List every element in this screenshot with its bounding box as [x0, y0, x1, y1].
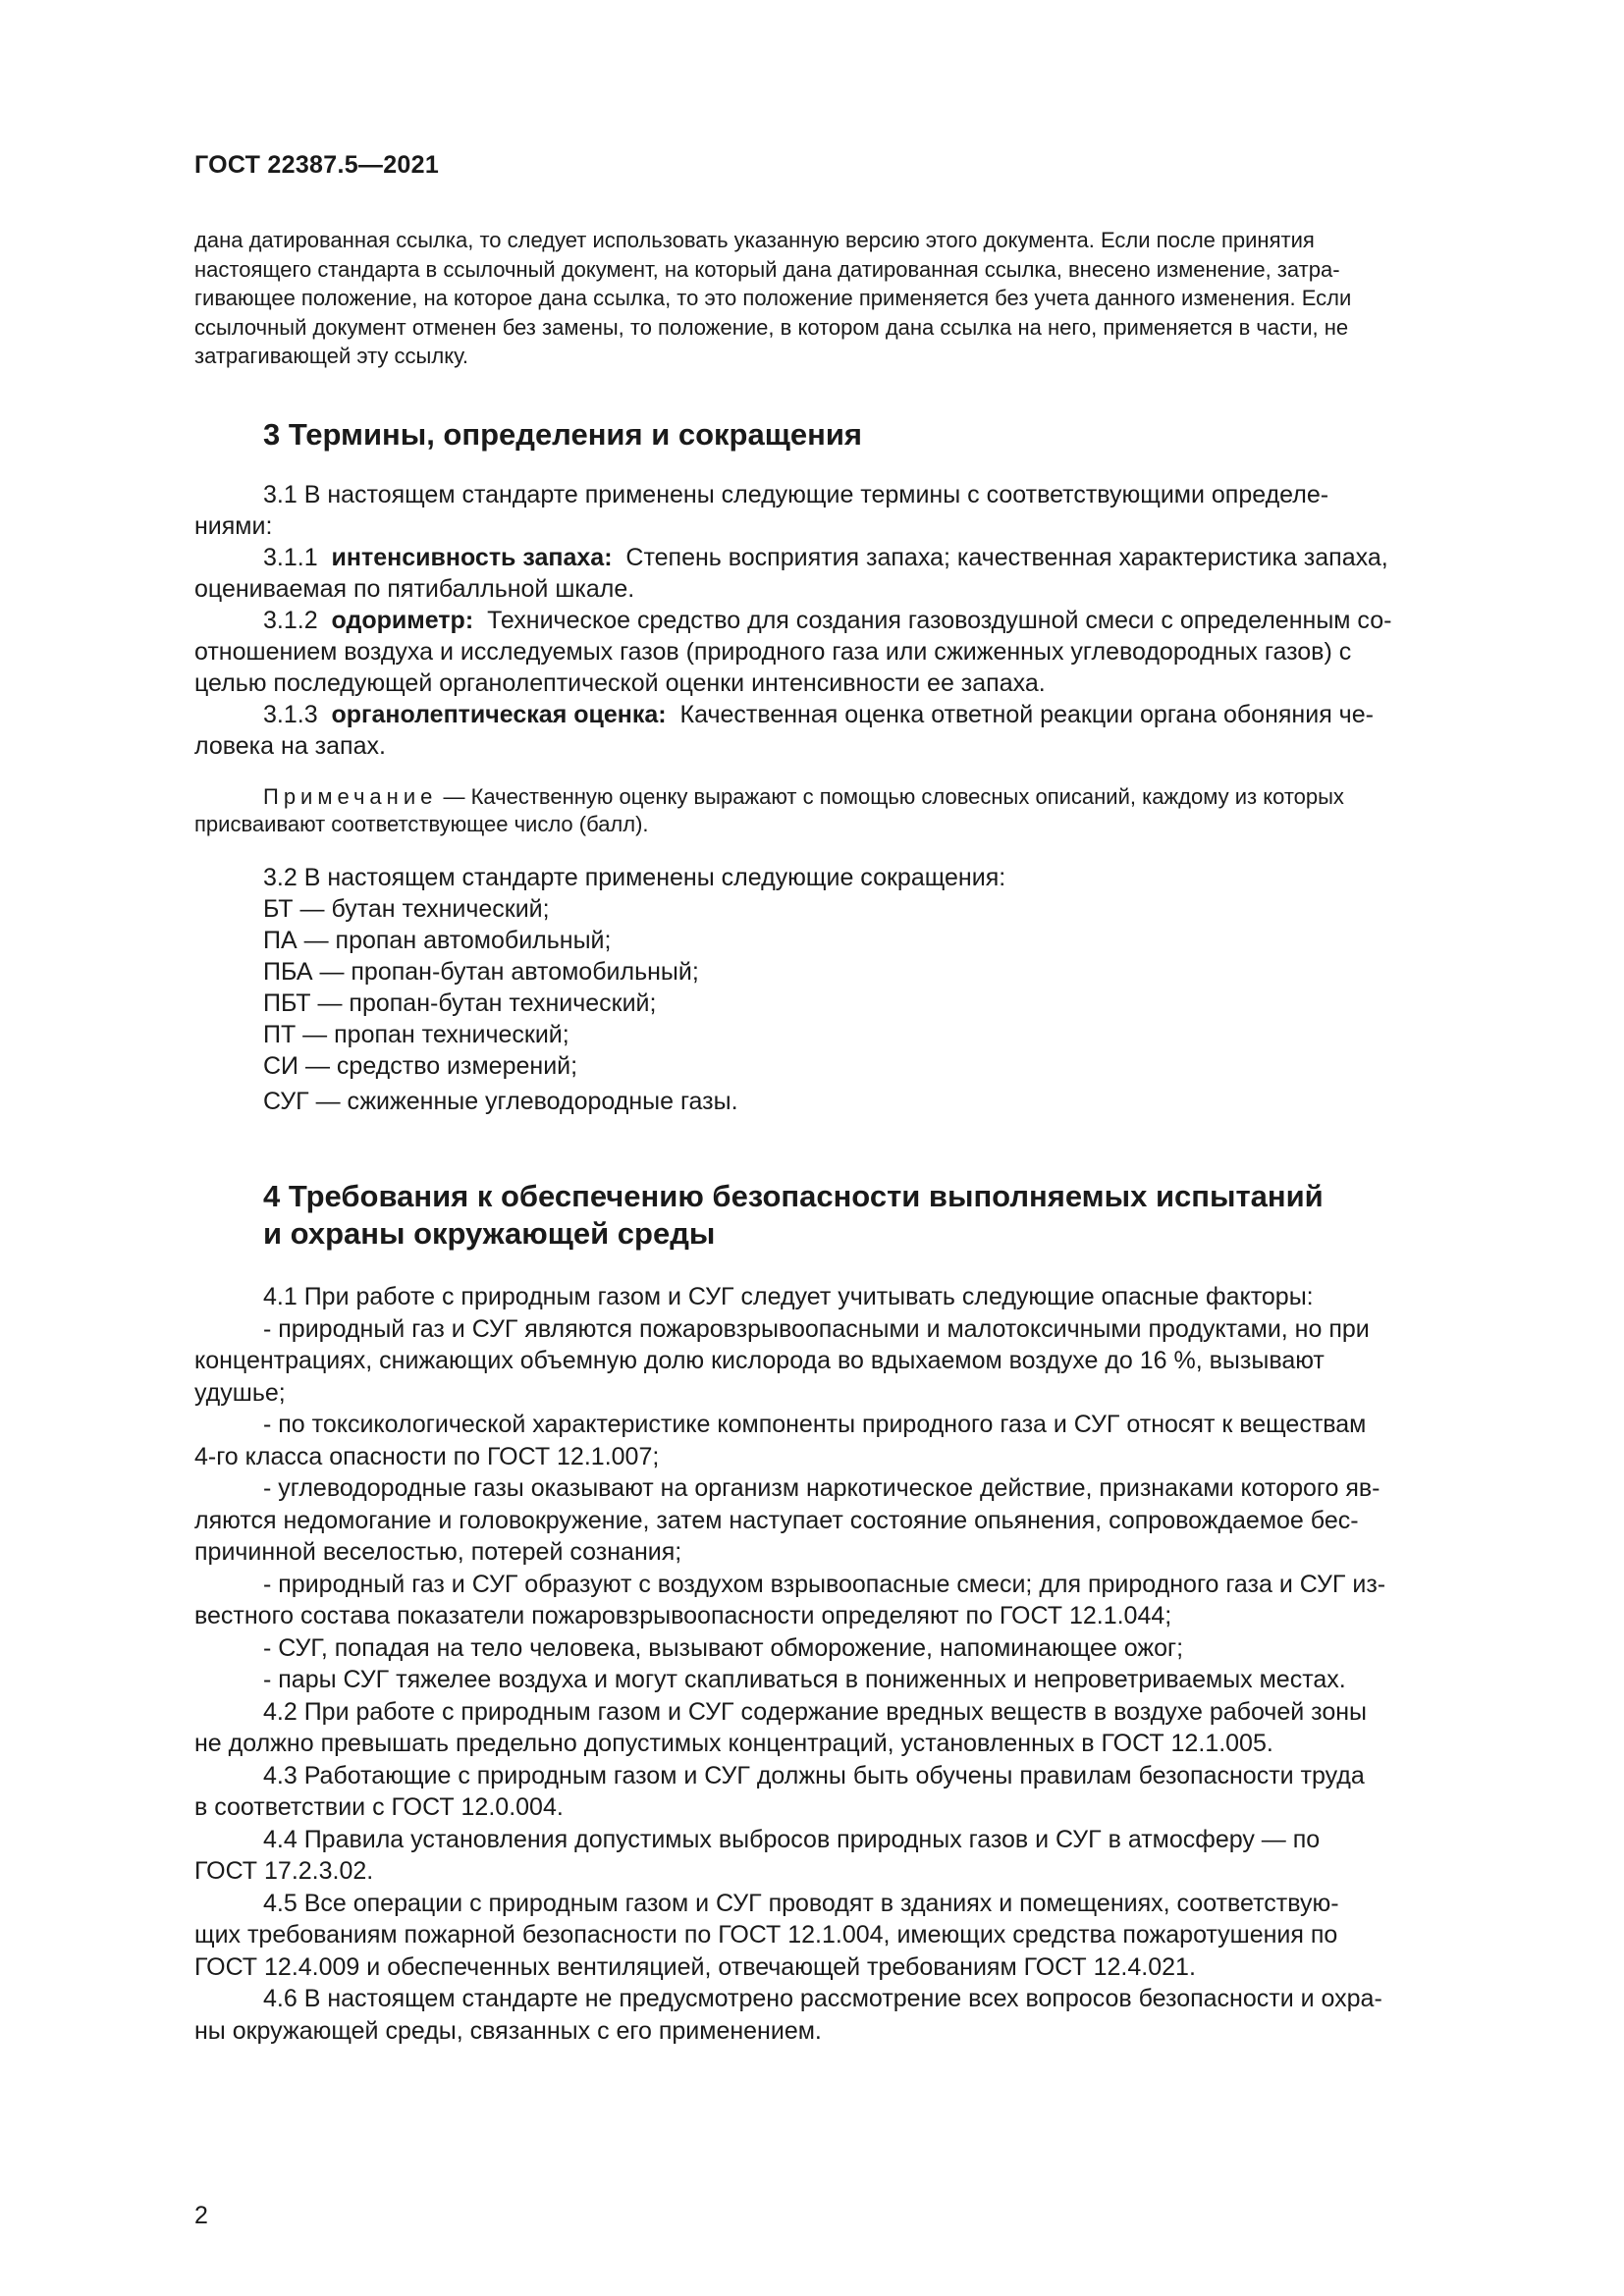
- abbreviation-item: ПА — пропан автомобильный;: [263, 927, 612, 954]
- section-4-body: [194, 1281, 1526, 2047]
- paragraph-4-5: 4.5 Все операции с природным газом и СУГ проводят в зданиях и помещениях, соответствую- щих требованиям пожарной безопасности по ГОСТ 12.1.004, имеющих средства пожаротушения по ГОСТ 12.4.009 и обеспеченных вентиляцией, отвечающей требованиям ГОСТ 12.4.021.: [194, 1889, 1339, 1981]
- text-line: настоящего стандарта в ссылочный документ, на который дана датированная ссылка, внесено изменение, затра-: [194, 256, 1340, 282]
- abbreviation-item: ПТ — пропан технический;: [263, 1021, 569, 1048]
- abbreviation-item: СИ — средство измерений;: [263, 1052, 578, 1080]
- text-line: дана датированная ссылка, то следует использовать указанную версию этого документа. Если после принятия: [194, 228, 1315, 252]
- term-label: органолептическая оценка:: [331, 701, 667, 728]
- paragraph-4-4: 4.4 Правила установления допустимых выбросов природных газов и СУГ в атмосферу — по ГОСТ 17.2.3.02.: [194, 1825, 1321, 1885]
- abbreviation-item: ПБА — пропан-бутан автомобильный;: [263, 958, 699, 986]
- abbreviation-item: ПБТ — пропан-бутан технический;: [263, 989, 657, 1017]
- text-line: затрагивающей эту ссылку.: [194, 344, 468, 368]
- abbreviation-item: БТ — бутан технический;: [263, 895, 550, 923]
- section-3-heading: 3 Термины, определения и сокращения: [263, 417, 862, 452]
- intro-paragraph: [194, 226, 1526, 371]
- term-3-1-2: 3.1.2 одориметр: Техническое средство для создания газовоздушной смеси с определенным со- отношением воздуха и исследуемых газов (природного газа или сжиженных углеводородных газов) с целью последующей органолептической оценки интенсивности ее запаха.: [194, 607, 1392, 697]
- paragraph-3-1: 3.1 В настоящем стандарте применены следующие термины с соответствующими определе- ниями:: [194, 481, 1329, 540]
- paragraph-4-1: 4.1 При работе с природным газом и СУГ следует учитывать следующие опасные факторы:: [263, 1283, 1314, 1310]
- document-header: ГОСТ 22387.5—2021: [194, 151, 440, 179]
- note-label: Примечание: [263, 784, 438, 809]
- section-3-body: [194, 479, 1526, 1117]
- term-3-1-1: 3.1.1 интенсивность запаха: Степень восприятия запаха; качественная характеристика запаха, оцениваемая по пятибалльной шкале.: [194, 544, 1388, 603]
- term-label: интенсивность запаха:: [331, 544, 613, 571]
- text-line: гивающее положение, на которое дана ссылка, то это положение применяется без учета данного изменения. Если: [194, 286, 1352, 310]
- list-item: - природный газ и СУГ являются пожаровзрывоопасными и малотоксичными продуктами, но при концентрациях, снижающих объемную долю кислорода во вдыхаемом воздухе до 16 %, вызывают удушье;: [194, 1314, 1370, 1407]
- paragraph-3-2: 3.2 В настоящем стандарте применены следующие сокращения:: [263, 864, 1006, 891]
- list-item: - природный газ и СУГ образуют с воздухом взрывоопасные смеси; для природного газа и СУГ из- вестного состава показатели пожаровзрывоопасности определяют по ГОСТ 12.1.044;: [194, 1570, 1386, 1629]
- paragraph-4-3: 4.3 Работающие с природным газом и СУГ должны быть обучены правилам безопасности труда в соответствии с ГОСТ 12.0.004.: [194, 1761, 1365, 1821]
- abbreviation-item: СУГ — сжиженные углеводородные газы.: [263, 1088, 738, 1115]
- page-number: 2: [194, 2202, 208, 2229]
- list-item: - углеводородные газы оказывают на организм наркотическое действие, признаками которого яв- ляются недомогание и головокружение, затем наступает состояние опьянения, сопровождаемое бес- причинной веселостью, потерей сознания;: [194, 1474, 1380, 1566]
- paragraph-4-2: 4.2 При работе с природным газом и СУГ содержание вредных веществ в воздухе рабочей зоны не должно превышать предельно допустимых концентраций, установленных в ГОСТ 12.1.005.: [194, 1697, 1367, 1757]
- paragraph-4-6: 4.6 В настоящем стандарте не предусмотрено рассмотрение всех вопросов безопасности и охра- ны окружающей среды, связанных с его применением.: [194, 1985, 1382, 2045]
- note: Примечание — Качественную оценку выражают с помощью словесных описаний, каждому из которых присваивают соответствующее число (балл).: [194, 784, 1344, 836]
- section-4-heading: 4 Требования к обеспечению безопасности выполняемых испытаний и охраны окружающей среды: [263, 1179, 1324, 1251]
- text-line: ссылочный документ отменен без замены, то положение, в котором дана ссылка на него, применяется в части, не: [194, 314, 1349, 340]
- list-item: - пары СУГ тяжелее воздуха и могут скапливаться в пониженных и непроветриваемых местах.: [263, 1666, 1346, 1693]
- list-item: - СУГ, попадая на тело человека, вызывают обморожение, напоминающее ожог;: [263, 1633, 1184, 1662]
- list-item: - по токсикологической характеристике компоненты природного газа и СУГ относят к веществам 4-го класса опасности по ГОСТ 12.1.007;: [194, 1411, 1367, 1470]
- term-label: одориметр:: [331, 607, 474, 634]
- term-3-1-3: 3.1.3 органолептическая оценка: Качественная оценка ответной реакции органа обоняния че- ловека на запах.: [194, 701, 1374, 760]
